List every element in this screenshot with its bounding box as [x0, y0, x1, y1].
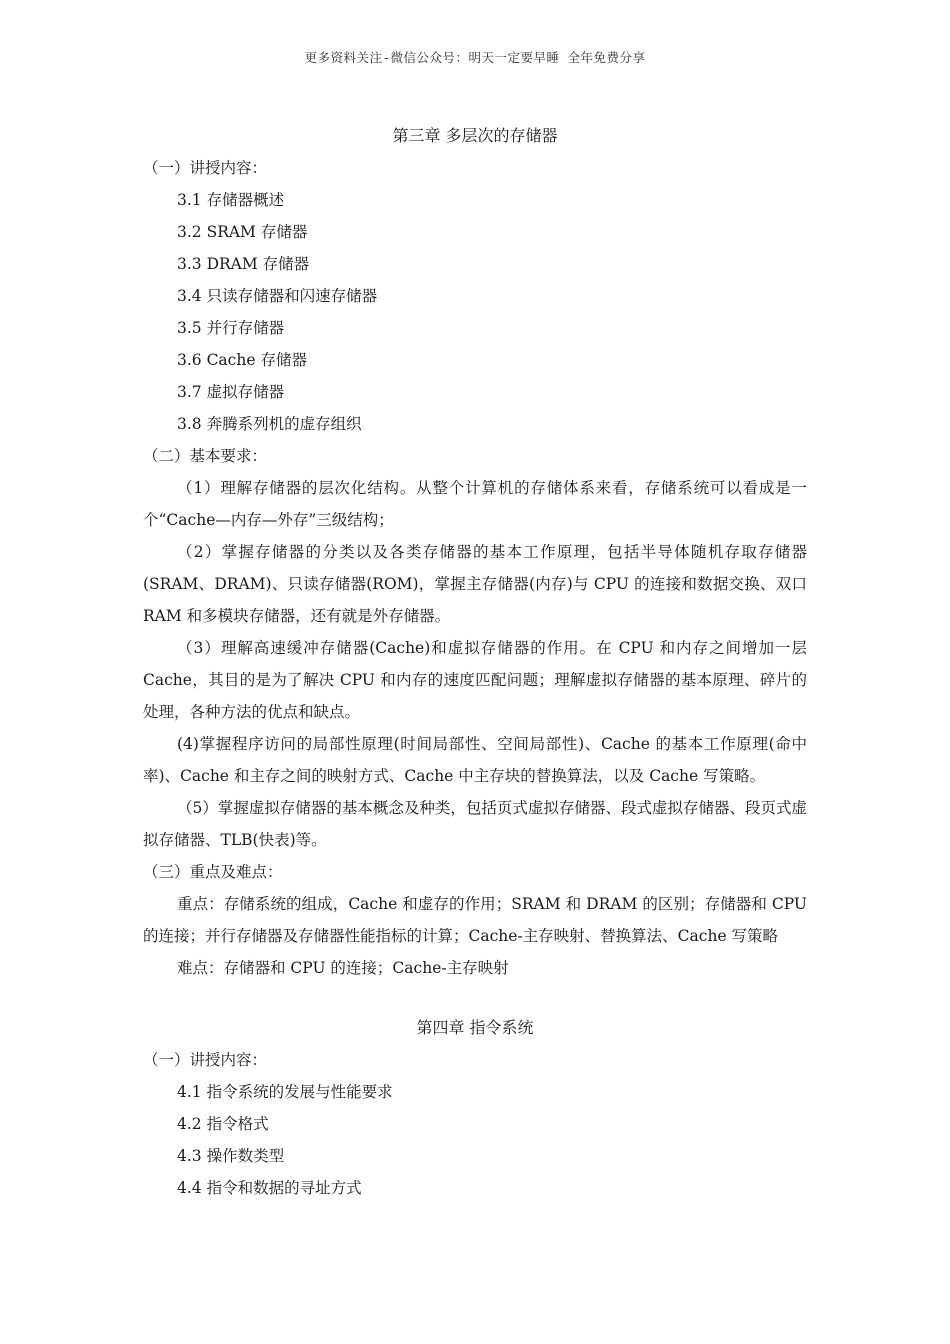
chapter3-item: 3.1 存储器概述	[177, 191, 285, 209]
chapter3-section-key-and-difficult-points: （三）重点及难点：	[143, 863, 283, 881]
requirement-paragraph: (4)掌握程序访问的局部性原理(时间局部性、空间局部性)、Cache 的基本工作原理(命中率)、Cache 和主存之间的映射方式、Cache 中主存块的替换算法，以及 Cache 写策略。	[143, 735, 807, 785]
difficulties-paragraph: 难点：存储器和 CPU 的连接；Cache-主存映射	[177, 959, 509, 977]
chapter3-item: 3.5 并行存储器	[177, 319, 285, 337]
chapter3-title: 第三章 多层次的存储器	[392, 126, 558, 145]
key-points-paragraph: 重点：存储系统的组成，Cache 和虚存的作用；SRAM 和 DRAM 的区别；存储器和 CPU 的连接；并行存储器及存储器性能指标的计算；Cache-主存映射、替换算法、Cache 写策略	[143, 895, 807, 945]
chapter4-section-teaching-content: （一）讲授内容：	[143, 1051, 268, 1069]
header-note: 更多资料关注-微信公众号：明天一定要早睡 全年免费分享	[304, 50, 646, 65]
chapter-spacer	[143, 984, 807, 1012]
chapter3-item: 3.4 只读存储器和闪速存储器	[177, 287, 378, 305]
chapter4-item: 4.4 指令和数据的寻址方式	[177, 1179, 362, 1197]
chapter4-title: 第四章 指令系统	[416, 1018, 534, 1037]
requirement-paragraph: （2）掌握存储器的分类以及各类存储器的基本工作原理，包括半导体随机存取存储器(SRAM、DRAM)、只读存储器(ROM)，掌握主存储器(内存)与 CPU 的连接和数据交换、双口 RAM 和多模块存储器，还有就是外存储器。	[143, 543, 807, 625]
chapter3-item: 3.7 虚拟存储器	[177, 383, 285, 401]
chapter4-item: 4.2 指令格式	[177, 1115, 269, 1133]
chapter3-item: 3.8 奔腾系列机的虚存组织	[177, 415, 362, 433]
chapter3-item: 3.6 Cache 存储器	[177, 351, 307, 369]
document-page	[143, 120, 807, 1204]
chapter4-item: 4.1 指令系统的发展与性能要求	[177, 1083, 393, 1101]
chapter3-item: 3.2 SRAM 存储器	[177, 223, 308, 241]
requirement-paragraph: （3）理解高速缓冲存储器(Cache)和虚拟存储器的作用。在 CPU 和内存之间增加一层 Cache，其目的是为了解决 CPU 和内存的速度匹配问题；理解虚拟存储器的基本原理、碎片的处理，各种方法的优点和缺点。	[143, 639, 807, 721]
chapter4-item: 4.3 操作数类型	[177, 1147, 285, 1165]
chapter3-item: 3.3 DRAM 存储器	[177, 255, 310, 273]
chapter3-section-teaching-content: （一）讲授内容：	[143, 159, 268, 177]
requirement-paragraph: （1）理解存储器的层次化结构。从整个计算机的存储体系来看，存储系统可以看成是一个“Cache—内存—外存”三级结构；	[143, 479, 807, 529]
requirement-paragraph: （5）掌握虚拟存储器的基本概念及种类，包括页式虚拟存储器、段式虚拟存储器、段页式虚拟存储器、TLB(快表)等。	[143, 799, 807, 849]
chapter3-section-basic-requirements: （二）基本要求：	[143, 447, 268, 465]
